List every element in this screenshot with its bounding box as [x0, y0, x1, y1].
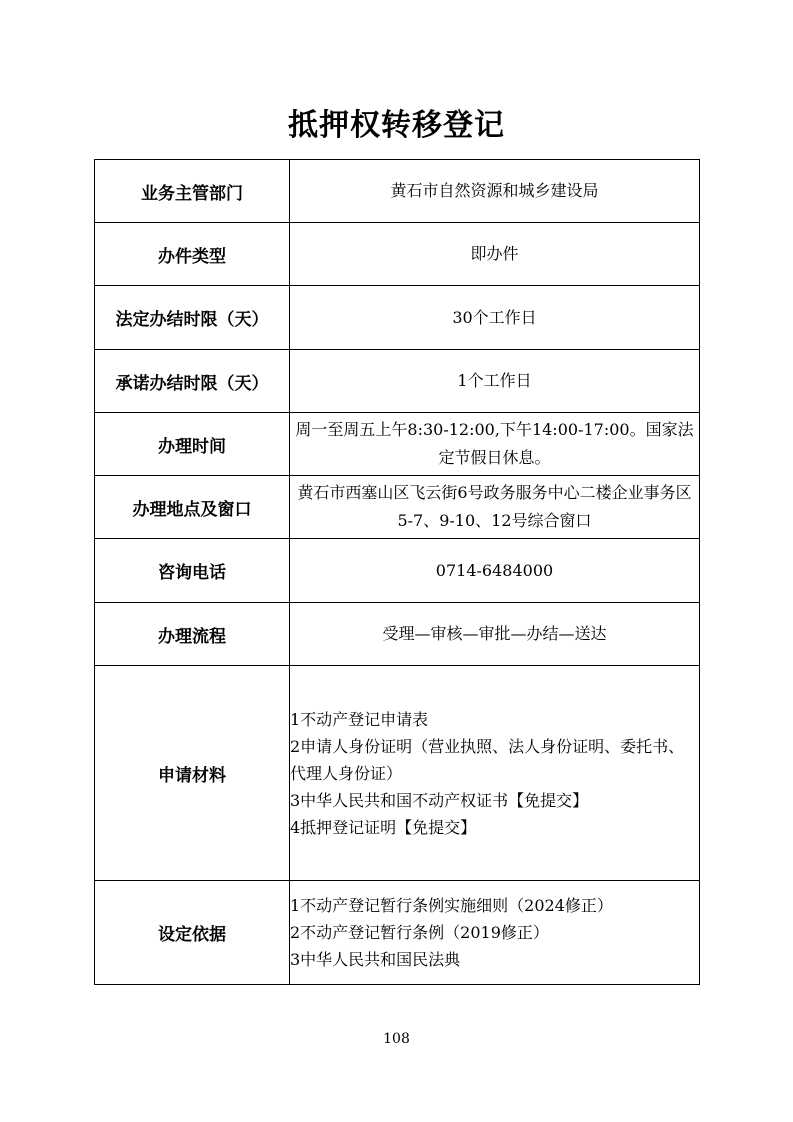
- row-label-legal-deadline: 法定办结时限（天）: [95, 286, 290, 350]
- row-label-materials: 申请材料: [95, 666, 290, 881]
- row-value-case-type: 即办件: [290, 223, 700, 286]
- table-row: [95, 666, 700, 881]
- row-label-legal-basis: 设定依据: [95, 881, 290, 985]
- row-value-office-hours: 周一至周五上午8:30-12:00,下午14:00-17:00。国家法定节假日休息。: [290, 413, 700, 476]
- row-label-location: 办理地点及窗口: [95, 476, 290, 539]
- row-label-department: 业务主管部门: [95, 160, 290, 223]
- list-item: 2申请人身份证明（营业执照、法人身份证明、委托书、代理人身份证）: [290, 736, 685, 783]
- document-title: 抵押权转移登记: [288, 108, 505, 143]
- table-row: [95, 476, 700, 539]
- table-row: [95, 350, 700, 413]
- table-row: [95, 413, 700, 476]
- list-item: 1不动产登记申请表: [290, 709, 429, 729]
- list-item: 4抵押登记证明【免提交】: [290, 817, 477, 837]
- row-label-process: 办理流程: [95, 603, 290, 666]
- list-item: 3中华人民共和国不动产权证书【免提交】: [290, 790, 589, 810]
- row-value-legal-deadline: 30个工作日: [290, 286, 700, 350]
- row-label-promised-deadline: 承诺办结时限（天）: [95, 350, 290, 413]
- table-row: [95, 223, 700, 286]
- row-value-phone: 0714-6484000: [290, 539, 700, 603]
- row-label-case-type: 办件类型: [95, 223, 290, 286]
- table-row: [95, 539, 700, 603]
- table-row: [95, 160, 700, 223]
- info-table: [94, 159, 700, 985]
- row-value-department: 黄石市自然资源和城乡建设局: [290, 160, 700, 223]
- list-item: 3中华人民共和国民法典: [290, 950, 461, 969]
- row-label-office-hours: 办理时间: [95, 413, 290, 476]
- page-number: 108: [383, 1031, 410, 1047]
- row-value-promised-deadline: 1个工作日: [290, 350, 700, 413]
- row-value-legal-basis: [290, 881, 700, 985]
- table-row: [95, 881, 700, 985]
- row-value-location: 黄石市西塞山区飞云街6号政务服务中心二楼企业事务区5-7、9-10、12号综合窗口: [290, 476, 700, 539]
- list-item: 1不动产登记暂行条例实施细则（2024修正）: [290, 896, 613, 915]
- row-label-phone: 咨询电话: [95, 539, 290, 603]
- table-row: [95, 603, 700, 666]
- table-row: [95, 286, 700, 350]
- row-value-materials: [290, 666, 700, 881]
- row-value-process: 受理—审核—审批—办结—送达: [290, 603, 700, 666]
- list-item: 2不动产登记暂行条例（2019修正）: [290, 923, 549, 942]
